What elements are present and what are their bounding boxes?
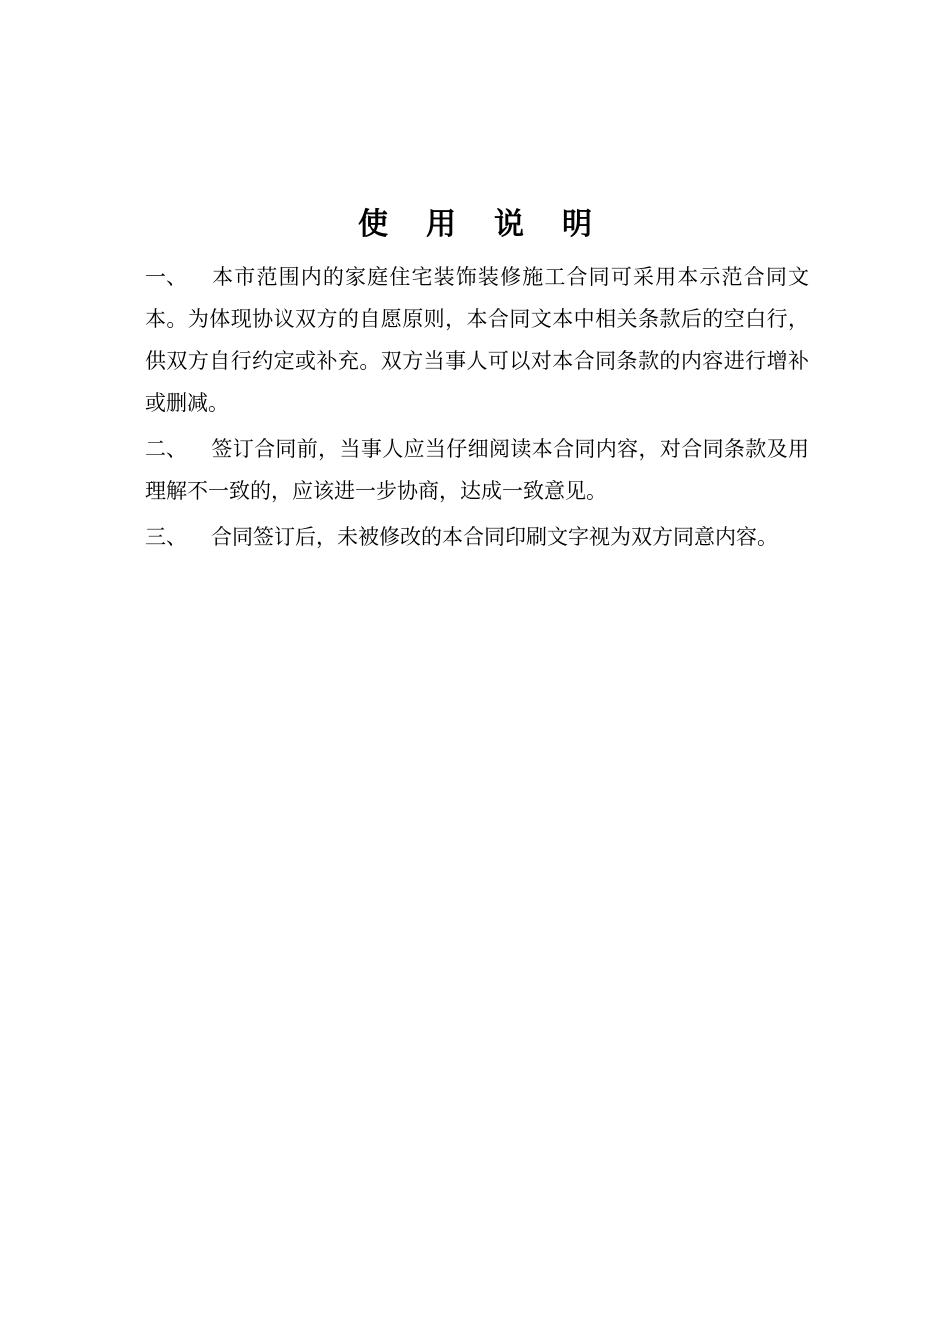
instruction-marker-2: 二、 <box>145 437 187 461</box>
instruction-marker-1: 一、 <box>145 265 187 289</box>
instruction-text-2: 签订合同前，当事人应当仔细阅读本合同内容，对合同条款及用理解不一致的，应该进一步协商，达成一致意见。 <box>145 437 809 503</box>
instruction-text-3: 合同签订后，未被修改的本合同印刷文字视为双方同意内容。 <box>211 525 778 549</box>
page-title: 使用说明 <box>358 207 630 242</box>
instruction-list <box>145 256 809 558</box>
instruction-item-1 <box>145 256 809 424</box>
instruction-item-3 <box>145 516 809 558</box>
instruction-item-2 <box>145 428 809 512</box>
instruction-marker-3: 三、 <box>145 525 187 549</box>
instruction-text-1: 本市范围内的家庭住宅装饰装修施工合同可采用本示范合同文本。为体现协议双方的自愿原则，本合同文本中相关条款后的空白行，供双方自行约定或补充。双方当事人可以对本合同条款的内容进行增补或删减。 <box>145 265 809 415</box>
